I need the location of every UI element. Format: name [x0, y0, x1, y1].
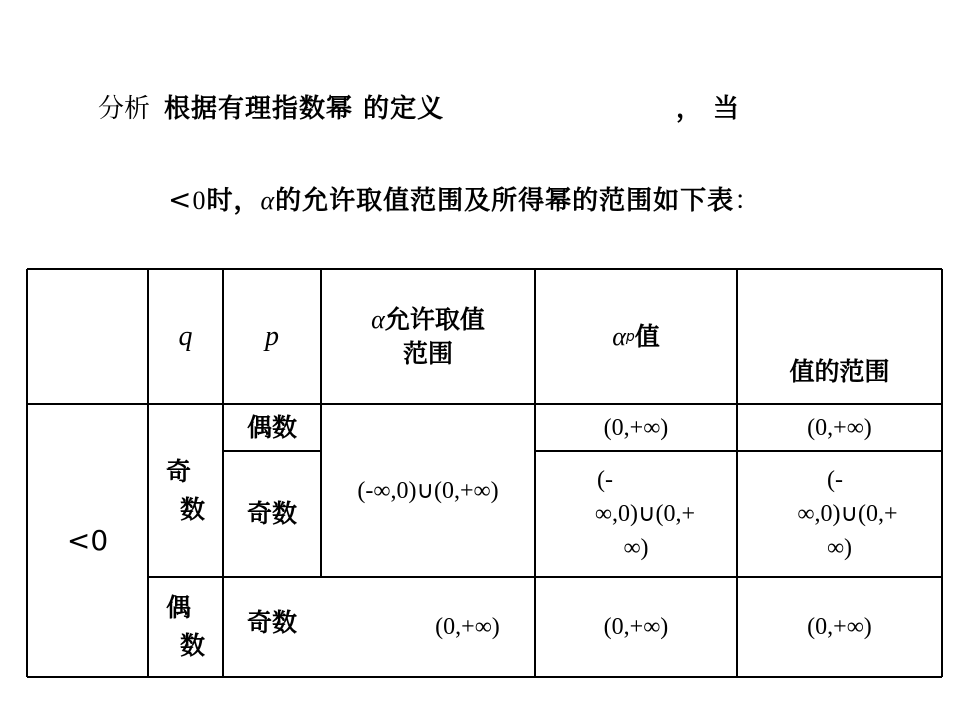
row1-range: (0,+∞) [807, 414, 872, 441]
intro-when: 当 [713, 94, 740, 124]
condition-less-than: < [168, 183, 193, 216]
row2-range-line1: (- [827, 467, 843, 493]
row3-alpha-p: (0,+∞) [603, 614, 669, 640]
row3-p: 奇数 [247, 608, 298, 637]
left-condition [27, 404, 148, 677]
condition-text: 的允许取值范围及所得幂的范围如下表 [275, 186, 735, 216]
q-even-line2: 数 [179, 631, 205, 660]
header-alpha-p-tail: 值 [634, 321, 660, 351]
left-condition-text: <0 [66, 523, 109, 557]
merged-allowed-range: (-∞,0)∪(0,+∞) [357, 477, 499, 504]
row2-range [737, 451, 942, 577]
header-range: 值的范围 [789, 357, 890, 386]
header-alpha-allowed [321, 269, 535, 404]
header-alpha-p-base: α [612, 321, 626, 351]
row1-p: 偶数 [246, 412, 297, 442]
row3-range: (0,+∞) [807, 614, 872, 640]
header-alpha-allowed-text: 允许取值 [384, 304, 485, 334]
row2-alpha-p-line1: (- [597, 467, 613, 493]
row3-allowed: (0,+∞) [435, 614, 500, 640]
condition-colon: ： [734, 186, 762, 216]
row2-alpha-p-line3: ∞) [623, 535, 649, 561]
header-q: q [178, 320, 193, 352]
intro-comma: ， [676, 94, 703, 124]
header-alpha-symbol: α [371, 304, 385, 334]
intro-text: 根据有理指数幂 的定义 [164, 94, 445, 124]
q-odd-line1: 奇 [165, 456, 191, 486]
q-odd-cell [148, 404, 223, 577]
row2-alpha-p-line2: ∞,0)∪(0,+ [594, 501, 696, 527]
header-alpha-p [535, 269, 737, 404]
header-p: p [265, 320, 279, 352]
row2-range-line2: ∞,0)∪(0,+ [797, 501, 898, 527]
row2-alpha-p [535, 451, 737, 577]
condition-zero: 0 [192, 186, 207, 215]
q-odd-line2: 数 [179, 494, 205, 524]
header-alpha-allowed-line1 [371, 303, 485, 337]
q-even-line1: 偶 [165, 593, 191, 622]
analysis-label: 分析 [98, 94, 151, 124]
row2-range-line3: ∞) [826, 535, 853, 561]
condition-shi: 时， [206, 186, 261, 216]
header-alpha-allowed-line2: 范围 [402, 338, 453, 368]
row1-alpha-p: (0,+∞) [603, 414, 669, 441]
header-alpha-p-sup: p [625, 328, 635, 345]
condition-alpha: α [260, 186, 276, 215]
q-even-cell [148, 577, 223, 677]
row2-p: 奇数 [246, 499, 297, 528]
